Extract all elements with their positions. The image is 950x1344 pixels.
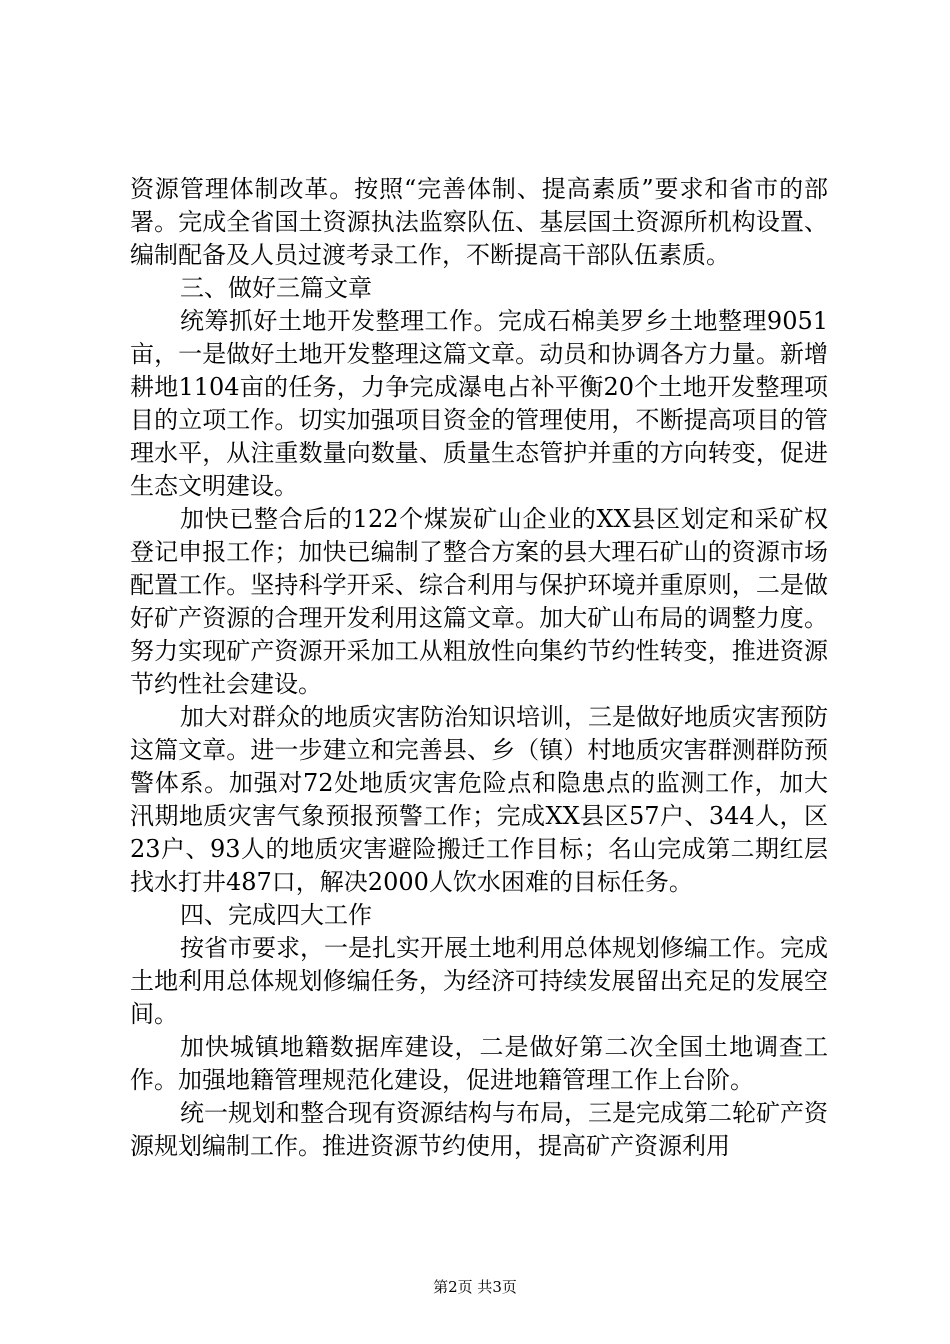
section-heading-three: 三、做好三篇文章	[180, 274, 372, 302]
paragraph-mineral-resources: 加快已整合后的122个煤炭矿山企业的XX县区划定和采矿权登记申报工作；加快已编制了整合方案的县大理石矿山的资源市场配置工作。坚持科学开采、综合利用与保护环境并重原则，二是做好矿产资源的合理开发利用这篇文章。加大矿山布局的调整力度。努力实现矿产资源开采加工从粗放性向集约节约性转变，推进资源节约性社会建设。	[130, 505, 828, 698]
paragraph-mineral-planning: 统一规划和整合现有资源结构与布局，三是完成第二轮矿产资源规划编制工作。推进资源节约使用，提高矿产资源利用	[130, 1099, 828, 1160]
paragraph-land-planning: 按省市要求，一是扎实开展土地利用总体规划修编工作。完成土地利用总体规划修编任务，为经济可持续发展留出充足的发展空间。	[130, 934, 828, 1028]
paragraph-cadastral-database: 加快城镇地籍数据库建设，二是做好第二次全国土地调查工作。加强地籍管理规范化建设，促进地籍管理工作上台阶。	[130, 1033, 828, 1094]
paragraph-continuation: 资源管理体制改革。按照“完善体制、提高素质”要求和省市的部署。完成全省国土资源执法监察队伍、基层国土资源所机构设置、编制配备及人员过渡考录工作，不断提高干部队伍素质。	[130, 175, 828, 269]
section-heading-four: 四、完成四大工作	[180, 901, 372, 929]
document-body	[130, 173, 828, 1163]
paragraph-land-development: 统筹抓好土地开发整理工作。完成石棉美罗乡土地整理9051亩，一是做好土地开发整理这篇文章。动员和协调各方力量。新增耕地1104亩的任务，力争完成瀑电占补平衡20个土地开发整理项目的立项工作。切实加强项目资金的管理使用，不断提高项目的管理水平，从注重数量向数量、质量生态管护并重的方向转变，促进生态文明建设。	[130, 307, 828, 500]
paragraph-geological-disaster: 加大对群众的地质灾害防治知识培训，三是做好地质灾害预防这篇文章。进一步建立和完善县、乡（镇）村地质灾害群测群防预警体系。加强对72处地质灾害危险点和隐患点的监测工作，加大汛期地质灾害气象预报预警工作；完成XX县区57户、344人，区23户、93人的地质灾害避险搬迁工作目标；名山完成第二期红层找水打井487口，解决2000人饮水困难的目标任务。	[130, 703, 828, 896]
page-number-footer: 第2页 共3页	[433, 1278, 517, 1296]
